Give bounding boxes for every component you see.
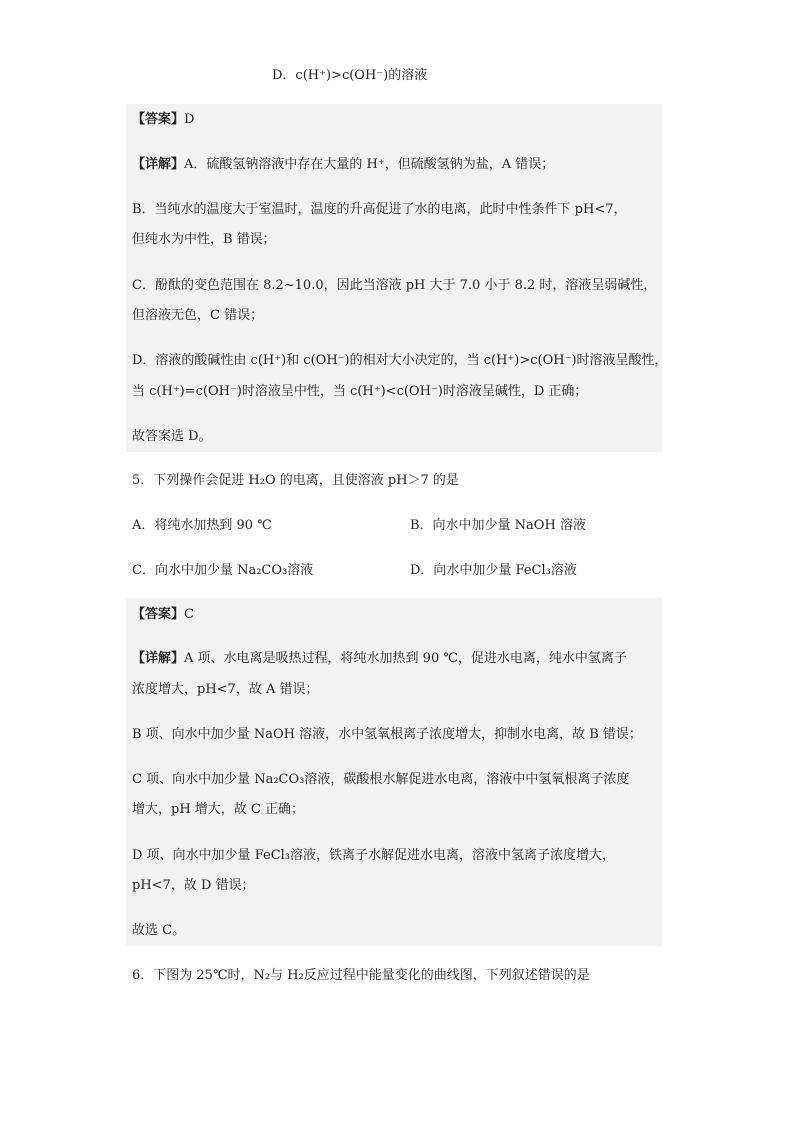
answer-value: D xyxy=(184,112,195,127)
answer-tag: 【答案】 xyxy=(132,112,185,127)
q6-stem: 6．下图为 25℃时，N₂与 H₂反应过程中能量变化的曲线图，下列叙述错误的是 xyxy=(132,968,590,983)
detail-text: A 项、水电离是吸热过程，将纯水加热到 90 ℃，促进水电离，纯水中氢离子 xyxy=(184,651,627,666)
q4-detail-line-1 xyxy=(132,156,554,174)
detail-tag: 【详解】 xyxy=(132,157,185,172)
q5-detail-line-8: 故选 C。 xyxy=(132,923,186,938)
q5-detail-line-3: B 项、向水中加少量 NaOH 溶液，水中氢氧根离子浓度增大，抑制水电离，故 B 错误； xyxy=(132,727,642,742)
q5-option-a: A．将纯水加热到 90 ℃ xyxy=(132,518,272,533)
q5-stem: 5．下列操作会促进 H₂O 的电离，且使溶液 pH＞7 的是 xyxy=(132,473,459,488)
q4-detail-line-8: 故答案选 D。 xyxy=(132,429,212,444)
q5-detail-line-5: 增大，pH 增大，故 C 正确； xyxy=(132,802,305,817)
q4-detail-line-7: 当 c(H⁺)=c(OH⁻)时溶液呈中性，当 c(H⁺)<c(OH⁻)时溶液呈碱性，D 正确； xyxy=(132,384,588,399)
q5-detail-line-6: D 项、向水中加少量 FeCl₃溶液，铁离子水解促进水电离，溶液中氢离子浓度增大， xyxy=(132,848,616,863)
q5-detail-line-1 xyxy=(132,650,627,668)
q5-option-c: C．向水中加少量 Na₂CO₃溶液 xyxy=(132,563,314,578)
q5-detail-line-7: pH<7，故 D 错误； xyxy=(132,878,255,893)
answer-tag: 【答案】 xyxy=(132,607,185,622)
q4-detail-line-3: 但纯水为中性，B 错误； xyxy=(132,232,276,247)
q5-answer xyxy=(132,606,194,624)
q5-option-d: D．向水中加少量 FeCl₃溶液 xyxy=(410,563,577,578)
q4-detail-line-4: C．酚酞的变色范围在 8.2~10.0，因此当溶液 pH 大于 7.0 小于 8.2 时，溶液呈弱碱性， xyxy=(132,278,657,293)
q4-detail-line-6: D．溶液的酸碱性由 c(H⁺)和 c(OH⁻)的相对大小决定的，当 c(H⁺)>c(OH⁻)时溶液呈酸性， xyxy=(132,353,668,368)
q4-detail-line-5: 但溶液无色，C 错误； xyxy=(132,308,264,323)
detail-tag: 【详解】 xyxy=(132,651,185,666)
q5-detail-line-2: 浓度增大，pH<7，故 A 错误； xyxy=(132,682,319,697)
q4-detail-line-2: B．当纯水的温度大于室温时，温度的升高促进了水的电离，此时中性条件下 pH<7， xyxy=(132,202,627,217)
q5-option-b: B．向水中加少量 NaOH 溶液 xyxy=(410,518,586,533)
answer-value: C xyxy=(184,607,194,622)
q4-option-d: D．c(H⁺)>c(OH⁻)的溶液 xyxy=(272,68,428,83)
q4-answer xyxy=(132,111,194,129)
q5-detail-line-4: C 项、向水中加少量 Na₂CO₃溶液，碳酸根水解促进水电离，溶液中中氢氧根离子浓度 xyxy=(132,772,630,787)
detail-text: A．硫酸氢钠溶液中存在大量的 H⁺，但硫酸氢钠为盐，A 错误； xyxy=(184,157,555,172)
